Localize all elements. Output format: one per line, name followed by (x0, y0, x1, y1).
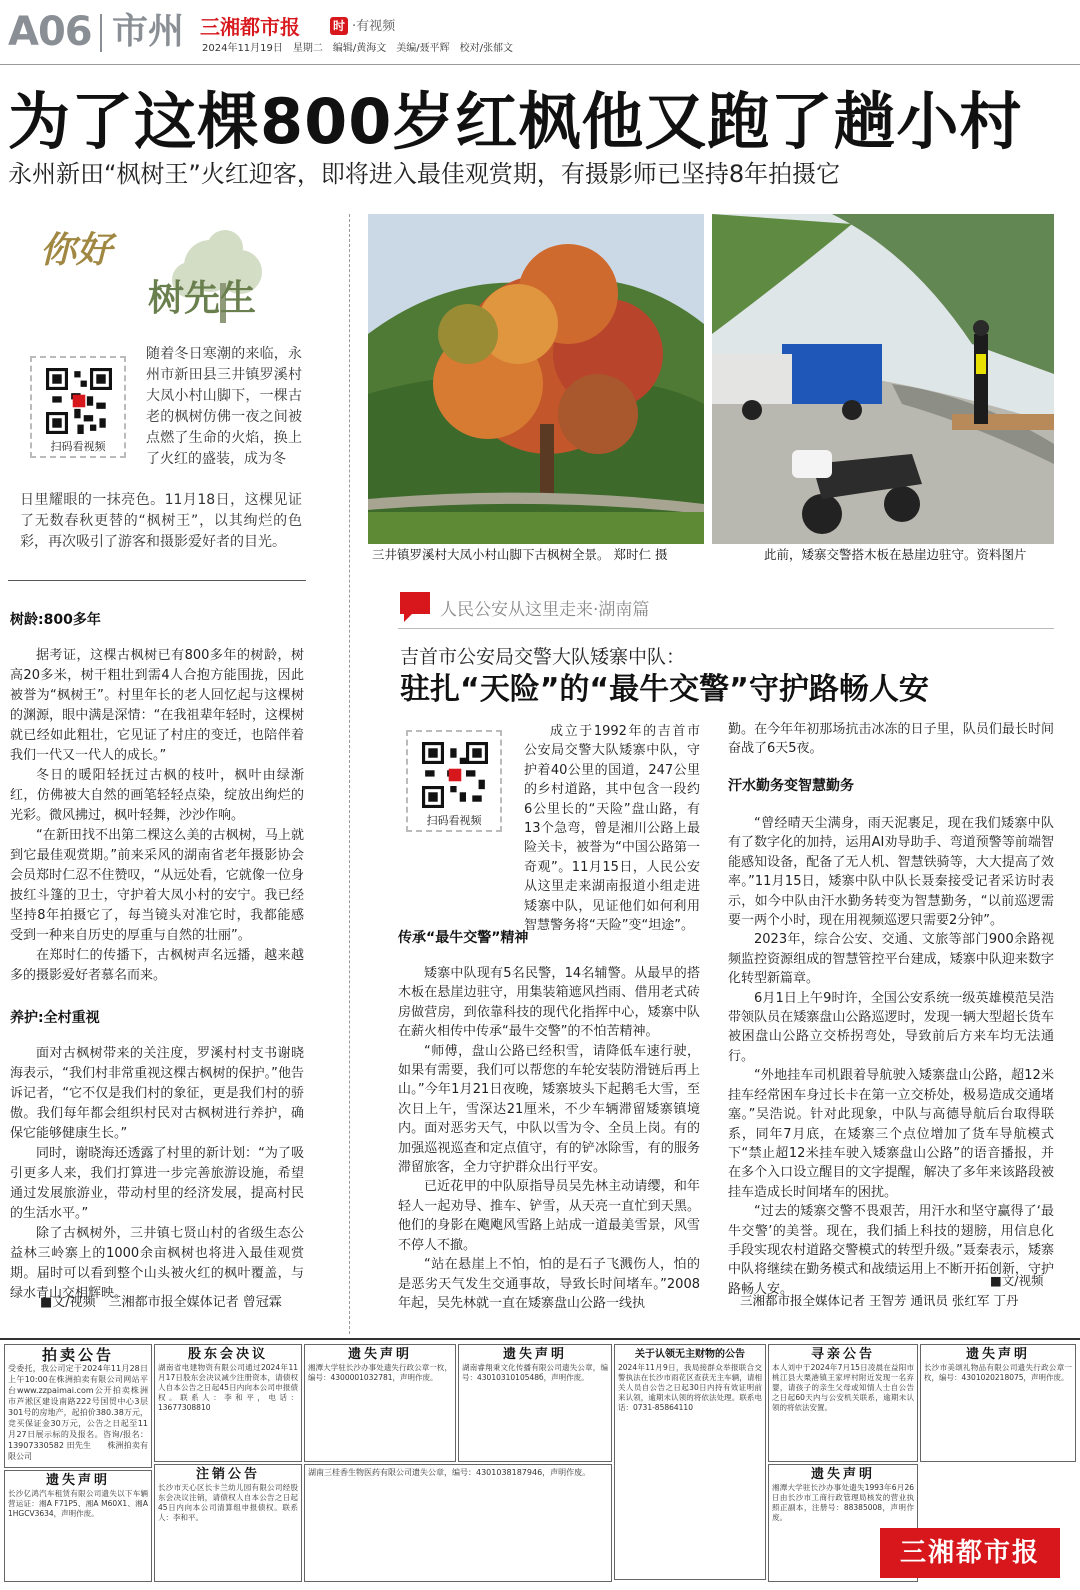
paragraph: “在新田找不出第二棵这么美的古枫树，马上就到它最佳观赏期。”前来采风的湖南省老年摄影协会会员郑时仁忍不住赞叹，“从远处看，它就像一位身披红斗篷的卫士，守护着大凤小村的安宁。我已经坚持8年拍摄它了，每当镜头对准它时，我都能感受到一种来自历史的厚重与自然的壮丽”。 (10, 828, 304, 943)
paragraph: 面对古枫树带来的关注度，罗溪村村支书谢晓海表示，“我们村非常重视这棵古枫树的保护。”他告诉记者，“它不仅是我们村的象征，更是我们村的骄傲。我们每年都会组织村民对古枫树进行养护，确保它能够健康生长。” (10, 1046, 304, 1141)
story2-intro-a (524, 722, 700, 935)
column-art-hello: 你好 (40, 230, 113, 271)
ad-body: 湖南睿翔秉文化传播有限公司遗失公章，编号：4301031010548б，声明作废。 (462, 1363, 608, 1382)
ad-body: 2024年11月9日，我局接群众举报联合交警执法在长沙市雨花区查获无主车辆，请相关人员自公告之日起30日内持有效证明前来认领，逾期未认领的将依法处理。联系电话：0731-85864110 (618, 1363, 762, 1412)
ad-deregistration (154, 1464, 302, 1582)
subtitle-smart-policing: 汗水勤务变智慧勤务 (728, 778, 854, 794)
ad-body: 长沙市美颂礼物品有限公司遗失行政公章一枚，编号：4301020218075，声明作废。 (924, 1363, 1072, 1382)
ad-title: 遗失声明 (347, 1347, 412, 1362)
qr-code-card[interactable] (406, 730, 502, 832)
ad-title: 遗失声明 (45, 1473, 110, 1488)
ad-title: 遗失声明 (502, 1347, 567, 1362)
ad-auction (4, 1344, 152, 1468)
newspaper-logo: 三湘都市报 (880, 1528, 1060, 1578)
paragraph: “曾经晴天尘满身，雨天泥裹足，现在我们矮寨中队有了数字化的加持，运用AI劝导助手、弯道预警等前端智能感知设备，配备了无人机、智慧铁骑等，大大提高了效率。”11月15日，矮寨中队中队长聂秦接受记者采访时表示，如今中队由汗水勤务转变为智慧勤务，“以前巡逻需要一两个小时，现在用视频巡逻只需要2分钟”。 (728, 816, 1054, 929)
brand-logo-icon: 时 (330, 17, 348, 35)
story1-body-b (10, 1044, 304, 1304)
paragraph: 同时，谢晓海还透露了村里的新计划：“为了吸引更多人来，我们打算进一步完善旅游设施，希望通过发展旅游业，带动村里的经济发展，提高村民的生活水平。” (10, 1146, 304, 1221)
paragraph: 矮寨中队现有5名民警，14名辅警。从最早的搭木板在悬崖边驻守，用集装箱遮风挡雨、借用老式砖房做营房，到依靠科技的现代化指挥中心，矮寨中队在薪火相传中传承“最牛交警”的不怕苦精神。 (398, 966, 700, 1040)
ad-block-misc (304, 1464, 612, 1582)
intro-text: 成立于1992年的吉首市公安局交警大队矮寨中队，守护着40公里的国道，247公里的乡村道路，其中包含一段约6公里长的“天险”盘山路，有13个急弯，曾是湘川公路上最险关卡，被誉为“中国公路第一奇观”。11月15日，人民公安从这里走来湖南报道小组走进矮寨中队，见证他们如何利用智慧警务将“天险”变“坦途”。 (524, 724, 700, 934)
paragraph: “站在悬崖上不怕，怕的是石子飞溅伤人，怕的是恶劣天气发生交通事故，导致长时间堵车。”2008年起，吴先林就一直在矮寨盘山公路一线执 (398, 1257, 700, 1311)
ad-body: 受委托，我公司定于2024年11月28日上午10:00在株洲拍卖有限公司网站平台www.zzpaimai.com公开拍卖株洲市芦淞区建设南路222号国贸中心3层301号的房地产，起拍价380.38万元，竞买保证金30万元，公告之日起至11月27日展示标的及报名。咨询/报名：13907330582 田先生 株洲拍卖有限公司 (8, 1364, 148, 1461)
lede-text-continued: 日里耀眼的一抹亮色。11月18日，这棵见证了无数春秋更替的“枫树王”，以其绚烂的色彩，再次吸引了游客和摄影爱好者的目光。 (20, 492, 302, 550)
ad-body: 湖南三桂香生物医药有限公司遗失公章，编号：4301038187946，声明作废。 (308, 1468, 591, 1477)
ad-shareholder (154, 1344, 302, 1462)
brand-name: 三湘都市报 (200, 15, 300, 39)
section-name: 市州 (112, 11, 185, 52)
story2-body-middle (398, 964, 700, 1313)
subtitle-tree-age: 树龄:800多年 (10, 612, 101, 628)
dateline: 2024年11月19日 星期二 编辑/黄海文 美编/聂平辉 校对/张郁文 (202, 43, 514, 54)
masthead-divider (100, 14, 102, 52)
story1-body-a (10, 646, 304, 986)
traffic-police-photo (712, 214, 1054, 544)
paragraph: 已近花甲的中队原指导员吴先林主动请缨，和年轻人一起劝导、推车、铲雪，从天亮一直忙到天黑。他们的身影在飑飑风雪路上站成一道最美雪景，风雪不停人不撤。 (398, 1179, 700, 1253)
ad-lost-3 (920, 1344, 1076, 1462)
ad-title: 遗失声明 (965, 1347, 1030, 1362)
photo1-caption: 三井镇罗溪村大凤小村山脚下古枫树全景。 郑时仁 摄 (372, 547, 668, 562)
photo2-caption: 此前，矮寨交警搭木板在悬崖边驻守。资料图片 (764, 547, 1027, 562)
ad-title: 关于认领无主财物的公告 (635, 1349, 745, 1360)
story2-byline-tag: ■文/视频 (990, 1273, 1044, 1288)
paragraph: 勤。在今年年初那场抗击冰冻的日子里，队员们最长时间奋战了6天5夜。 (728, 722, 1054, 757)
ad-body: 本人刘中于2024年7月15日凌晨在益阳市桃江县大栗港镇王家坪村附近发现一名弃婴，请孩子的亲生父母或知情人士自公告之日起60天内与公安机关联系，逾期未认领的将依法安置。 (772, 1363, 914, 1412)
ad-lost-1 (304, 1344, 456, 1462)
column-art-tree: 树先生 (148, 278, 257, 319)
subheadline: 永州新田“枫树王”火红迎客，即将进入最佳观赏期，有摄影师已坚持8年拍摄它 (8, 160, 841, 188)
story2-headline: 驻扎“天险”的“最牛交警”守护路畅人安 (400, 672, 929, 707)
paragraph: “外地挂车司机跟着导航驶入矮寨盘山公路，超12米挂车经常困车身过长卡在第一立交桥处，极易造成交通堵塞。”吴浩说。针对此现象，中队与高德导航后台取得联系，同年7月底，在矮寨三个点位增加了货车导航模式下“禁止超12米挂车驶入矮寨盘山公路”的语音播报，并在多个入口设立醒目的文字提醒，解决了多年来该路段被挂车造成长时间堵车的困扰。 (728, 1068, 1054, 1200)
brand-subtitle: ·有视频 (352, 19, 396, 34)
ad-title: 拍卖公告 (41, 1346, 114, 1364)
ad-seek-relatives (768, 1344, 918, 1462)
ad-body: 湖南省电建物资有限公司通过2024年11月17日股东会决议减少注册资本，请债权人自本公告之日起45日内向本公司申报债权。联系人：李和平，电话：13677308810 (158, 1363, 298, 1412)
masthead-rule (0, 64, 1080, 65)
ad-body: 长沙亿鸿汽车租赁有限公司遗失以下车辆营运证：湘A F71P5、湘A M60X1、湘A 1HGCV3634，声明作废。 (8, 1489, 148, 1518)
speech-bubble-icon (398, 590, 432, 624)
story2-body-right-a (728, 720, 1054, 759)
qr-caption: 扫码看视频 (426, 814, 482, 827)
ad-title: 股东会决议 (187, 1347, 268, 1362)
headline: 为了这棵800岁红枫他又跑了趟小村 (8, 85, 1023, 158)
ad-body: 湘潭大学驻长沙办事处遗失行政公章一枚，编号：4300001032781，声明作废。 (308, 1363, 452, 1382)
paragraph: 冬日的暖阳轻抚过古枫的枝叶，枫叶由绿渐红，仿佛被大自然的画笔轻轻点染，绽放出绚烂的光彩。微风拂过，枫叶轻舞，沙沙作响。 (10, 768, 304, 823)
ad-title: 注销公告 (195, 1467, 260, 1482)
ad-lost-4 (4, 1470, 152, 1582)
ad-lost-2 (458, 1344, 612, 1462)
story2-headline-top: 吉首市公安局交警大队矮寨中队： (400, 646, 686, 668)
story2-byline: 三湘都市报全媒体记者 王智芳 通讯员 张红军 丁丹 (740, 1293, 1019, 1308)
series-kicker: 人民公安从这里走来·湖南篇 (440, 600, 650, 620)
qr-caption: 扫码看视频 (50, 440, 106, 453)
qr-code-icon[interactable] (46, 368, 112, 434)
kicker-rule (398, 628, 1054, 629)
ad-title: 寻亲公告 (810, 1347, 875, 1362)
lede-text: 随着冬日寒潮的来临，永州市新田县三井镇罗溪村大凤小村山脚下，一棵古老的枫树仿佛一夜之间被点燃了生命的火焰，换上了火红的盛装，成为冬 (146, 346, 302, 467)
ad-title: 遗失声明 (810, 1467, 875, 1482)
paragraph: 6月1日上午9时许，全国公安系统一级英雄模范吴浩带领队员在矮寨盘山公路巡逻时，发现一辆大型超长货车被困盘山公路立交桥拐弯处，导致前后方来车均无法通行。 (728, 990, 1054, 1064)
paragraph: “过去的矮寨交警不畏艰苦，用汗水和坚守赢得了‘最牛交警’的美誉。现在，我们插上科技的翅膀，用信息化手段实现农村道路交警模式的转型升级。”聂秦表示，矮寨中队将继续在勤务模式和战绩运用上不断开拓创新，守护路畅人安。 (728, 1204, 1054, 1297)
ads-rule (0, 1338, 1080, 1340)
maple-tree-photo (368, 214, 704, 544)
paragraph: 在郑时仁的传播下，古枫树声名远播，越来越多的摄影爱好者慕名而来。 (10, 948, 304, 983)
story2-body-right-b (728, 814, 1054, 1299)
paragraph: 2023年，综合公安、交通、文旅等部门900余路视频监控资源组成的智慧管控平台建成，矮寨中队迎来数字化转型新篇章。 (728, 932, 1054, 987)
paragraph: “师傅，盘山公路已经积雪，请降低车速行驶，如果有需要，我们可以帮您的车轮安装防滑链后再上山。”今年1月21日夜晚，矮寨坡头下起鹅毛大雪，至次日上午，雪深达21厘米，不少车辆滞留矮寨镇境内。面对恶劣天气，中队以雪为令、全员上岗。有的加强巡视巡查和定点值守，有的铲冰除雪，有的服务滞留旅客，全力守护群众出行平安。 (398, 1043, 700, 1176)
ad-body: 长沙市天心区长卡兰幼儿园有限公司经股东会决议注销，请债权人自本公告之日起45日内向本公司清算组申报债权。联系人：李和平。 (158, 1483, 298, 1522)
lede-divider (8, 580, 306, 581)
story1-byline: ■文/视频 三湘都市报全媒体记者 曾冠霖 (40, 1295, 282, 1310)
subtitle-spirit: 传承“最牛交警”精神 (398, 930, 529, 946)
qr-code-icon[interactable] (422, 742, 488, 808)
page-number: A06 (8, 9, 92, 55)
qr-code-card[interactable] (30, 356, 126, 458)
paragraph: 据考证，这棵古枫树已有800多年的树龄，树高20多米，树干粗壮到需4人合抱方能围拢，因此被誉为“枫树王”。村里年长的老人回忆起与这棵树的渊源，眼中满是深情：“在我祖辈年轻时，这棵树就已经如此粗壮，它见证了村庄的变迁，也陪伴着我们一代又一代人的成长。” (10, 648, 304, 763)
paragraph: 除了古枫树外，三井镇七贤山村的省级生态公益林三岭寨上的1000余亩枫树也将进入最佳观赏期。届时可以看到整个山头被火红的枫叶覆盖，与绿水青山交相辉映。 (10, 1226, 304, 1301)
ad-body: 湘潭大学驻长沙办事处遗失1993年6月26日由长沙市工商行政管理局核发的营业执照正副本，注册号：88385008，声明作废。 (772, 1483, 914, 1522)
ad-claim-property (614, 1344, 766, 1580)
subtitle-care: 养护:全村重视 (10, 1010, 100, 1026)
column-separator (349, 214, 350, 1334)
